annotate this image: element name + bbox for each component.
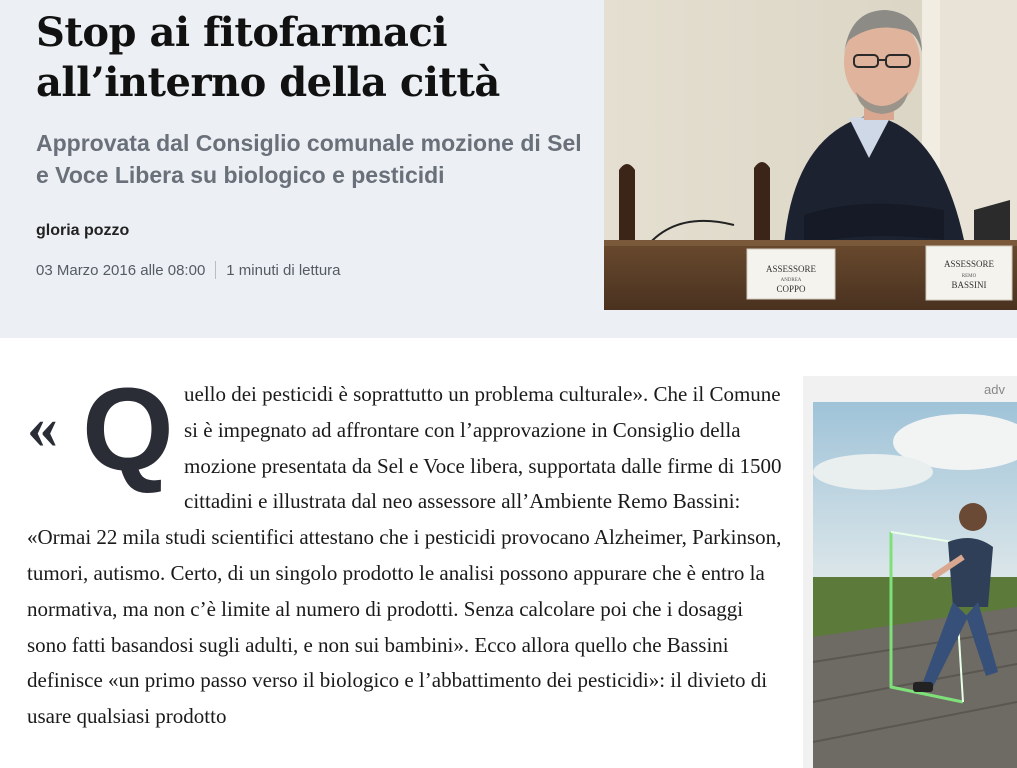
photo-scene [604, 0, 1017, 310]
author-name[interactable]: gloria pozzo [36, 222, 130, 239]
dropcap [27, 364, 174, 496]
reading-time: 1 minuti di lettura [226, 261, 341, 279]
dropcap-quote: « [27, 394, 58, 462]
ad-label: adv [984, 382, 1005, 397]
ad-image[interactable] [813, 402, 1017, 768]
nameplate-left-line2: ANDREA [780, 278, 802, 283]
article-title: Stop ai fitofarmaci all’interno della città [36, 9, 500, 106]
ad-scene [813, 402, 1017, 768]
article-paragraph: uello dei pesticidi è soprattutto un problema culturale». Che il Comune si è impegnato ad affrontare con l’approvazione in Consiglio della mozione presentata da Sel e Voce libera, supportata dalle firme di 1500 cittadini e illustrata dal neo assessore all’Ambiente Remo Bassini: «Ormai 22 mila studi scientifici attestano che i pesticidi provocano Alzheimer, Parkinson, tumori, autismo. Certo, di un singolo prodotto le analisi possono appurare che è entro la normativa, ma non c’è limite al numero di prodotti. Senza calcolare poi che i dosaggi sono fatti basandosi sugli adulti, e non sui bambini». Ecco allora quello che Bassini definisce «un primo passo verso il biologico e l’abbattimento dei pesticidi»: il divieto di usare qualsiasi prodotto [27, 382, 782, 729]
article-body [27, 364, 787, 735]
ad-panel[interactable] [803, 376, 1017, 768]
article-header [0, 0, 1017, 338]
nameplate-right-line1: ASSESSORE [943, 259, 995, 269]
dropcap-letter: Q [82, 364, 174, 496]
nameplate-right-line3: BASSINI [951, 280, 987, 290]
meta-separator [215, 261, 216, 279]
nameplate-left-line1: ASSESSORE [765, 264, 817, 274]
article-photo [604, 0, 1017, 310]
nameplate-right-line2: REMO [961, 274, 977, 279]
article-subtitle: Approvata dal Consiglio comunale mozione di Sel e Voce Libera su biologico e pesticidi [36, 130, 582, 188]
publish-date: 03 Marzo 2016 alle 08:00 [36, 261, 206, 279]
nameplate-left-line3: COPPO [776, 284, 806, 294]
article-meta [36, 261, 341, 279]
